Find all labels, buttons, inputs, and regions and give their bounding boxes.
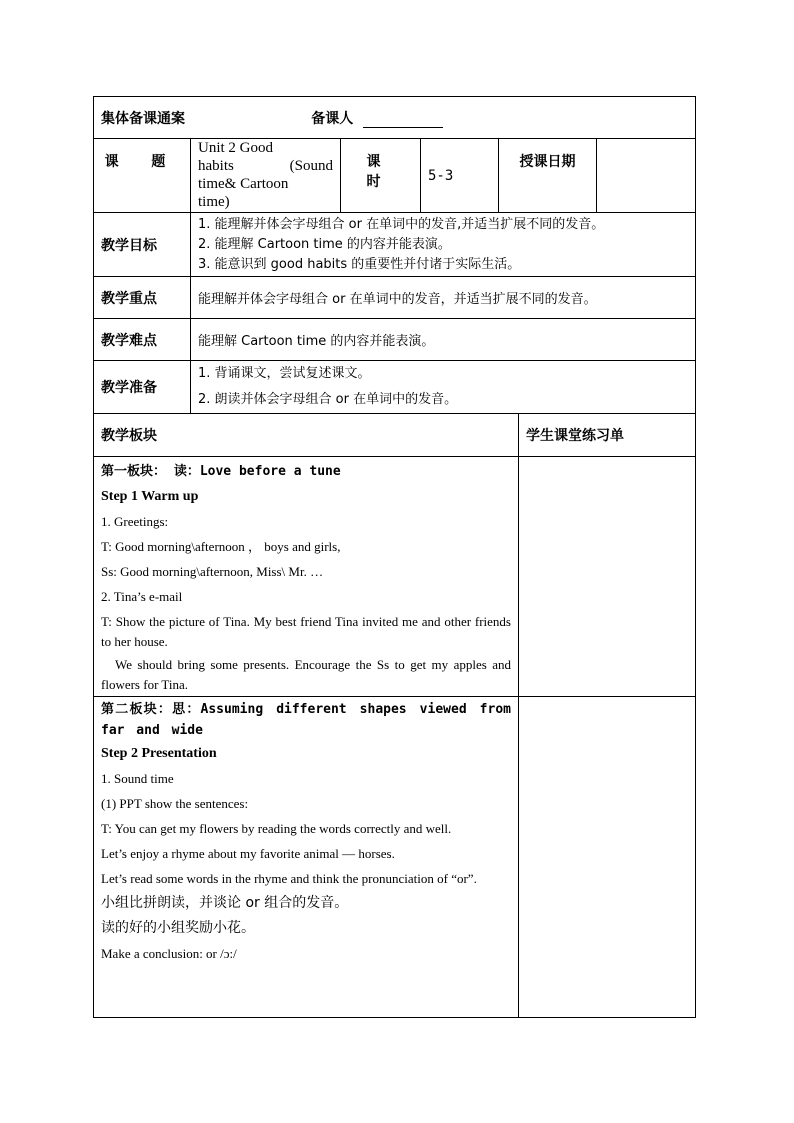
- date-value-cell: [597, 139, 696, 213]
- left-column-header-cell: [94, 414, 519, 457]
- left-column-header: 教学板块: [101, 428, 157, 444]
- difficulties-content: [191, 319, 696, 361]
- topic-label-cell: [94, 139, 191, 213]
- goals-label: 教学目标: [101, 237, 157, 254]
- goal-item: 2. 能理解 Cartoon time 的内容并能表演。: [198, 236, 451, 252]
- preparation-item: 1. 背诵课文，尝试复述课文。: [198, 366, 371, 381]
- section2-line: 小组比拼朗读，并谈论 or 组合的发音。: [101, 895, 349, 911]
- preparer-blank: [363, 113, 443, 128]
- goals-row: [94, 213, 696, 277]
- topic-line: [198, 157, 333, 175]
- preparation-item: 2. 朗读并体会字母组合 or 在单词中的发音。: [198, 392, 458, 407]
- goals-label-cell: [94, 213, 191, 277]
- section2-line: 1. Sound time: [101, 771, 174, 786]
- goal-item: 1. 能理解并体会字母组合 or 在单词中的发音,并适当扩展不同的发音。: [198, 216, 605, 232]
- section1-line: T: Show the picture of Tina. My best friend Tina invited me and other friends to her house.: [101, 614, 511, 649]
- key-points-label: 教学重点: [101, 290, 157, 307]
- section2-line: Let’s read some words in the rhyme and think the pronunciation of “or”.: [101, 871, 477, 886]
- columns-row: [94, 414, 696, 457]
- preparation-label: 教学准备: [101, 380, 157, 396]
- key-points-label-cell: [94, 277, 191, 319]
- period-label: 课 时: [366, 154, 395, 190]
- section2-content: [94, 697, 519, 1018]
- difficulties-label: 教学难点: [101, 332, 157, 349]
- topic-label: 课 题: [104, 154, 180, 170]
- key-points-content: [191, 277, 696, 319]
- lesson-plan-table: [93, 96, 696, 1018]
- section2-step: Step 2 Presentation: [101, 746, 217, 761]
- section2-line: T: You can get my flowers by reading the words correctly and well.: [101, 821, 452, 836]
- section2-line: Make a conclusion: or /ɔ:/: [101, 946, 237, 961]
- goals-content: [191, 213, 696, 277]
- date-label: 授课日期: [519, 154, 576, 170]
- preparation-row: [94, 361, 696, 414]
- period-value: 5-3: [428, 167, 454, 184]
- section1-step: Step 1 Warm up: [101, 489, 199, 504]
- key-points-row: [94, 277, 696, 319]
- section2-exercise-cell: [519, 697, 696, 1018]
- section1-content: [94, 457, 519, 697]
- preparation-label-cell: [94, 361, 191, 414]
- section1-exercise-cell: [519, 457, 696, 697]
- topic-value-cell: [191, 139, 341, 213]
- section1-heading: 第一板块： 读：Love before a tune: [101, 464, 341, 479]
- topic-line-part: (Sound: [289, 158, 333, 174]
- header-cell: [94, 97, 696, 139]
- section2-line: (1) PPT show the sentences:: [101, 796, 249, 811]
- date-label-cell: [499, 139, 597, 213]
- section1-row: [94, 457, 696, 697]
- right-column-header: 学生课堂练习单: [526, 428, 624, 444]
- period-label-cell: [341, 139, 421, 213]
- key-points-text: 能理解并体会字母组合 or 在单词中的发音，并适当扩展不同的发音。: [198, 292, 597, 307]
- difficulties-row: [94, 319, 696, 361]
- preparation-content: [191, 361, 696, 414]
- section1-line: T: Good morning\afternoon ， boys and girls,: [101, 539, 341, 554]
- difficulties-label-cell: [94, 319, 191, 361]
- section1-line: 1. Greetings:: [101, 514, 169, 529]
- section1-line: We should bring some presents. Encourage the Ss to get my apples and flowers for Tina.: [101, 657, 511, 692]
- goal-item: 3. 能意识到 good habits 的重要性并付诸于实际生活。: [198, 256, 521, 272]
- topic-line: Unit 2 Good: [198, 140, 273, 156]
- section2-line: Let’s enjoy a rhyme about my favorite animal — horses.: [101, 846, 395, 861]
- topic-row: [94, 139, 696, 213]
- topic-line: time): [198, 194, 230, 210]
- topic-line-part: habits: [198, 158, 234, 174]
- preparer-label: 备课人: [311, 110, 354, 127]
- section2-line: 读的好的小组奖励小花。: [101, 920, 255, 936]
- plan-title: 集体备课通案: [101, 110, 185, 127]
- section1-line: 2. Tina’s e-mail: [101, 589, 183, 604]
- section2-heading: 第二板块：思：Assuming different shapes viewed from far and wide: [101, 702, 511, 738]
- section2-row: [94, 697, 696, 1018]
- topic-line: time& Cartoon: [198, 176, 289, 192]
- difficulties-text: 能理解 Cartoon time 的内容并能表演。: [198, 334, 435, 349]
- header-row: [94, 97, 696, 139]
- section1-line: Ss: Good morning\afternoon, Miss\ Mr. …: [101, 564, 324, 579]
- period-value-cell: [421, 139, 499, 213]
- right-column-header-cell: [519, 414, 696, 457]
